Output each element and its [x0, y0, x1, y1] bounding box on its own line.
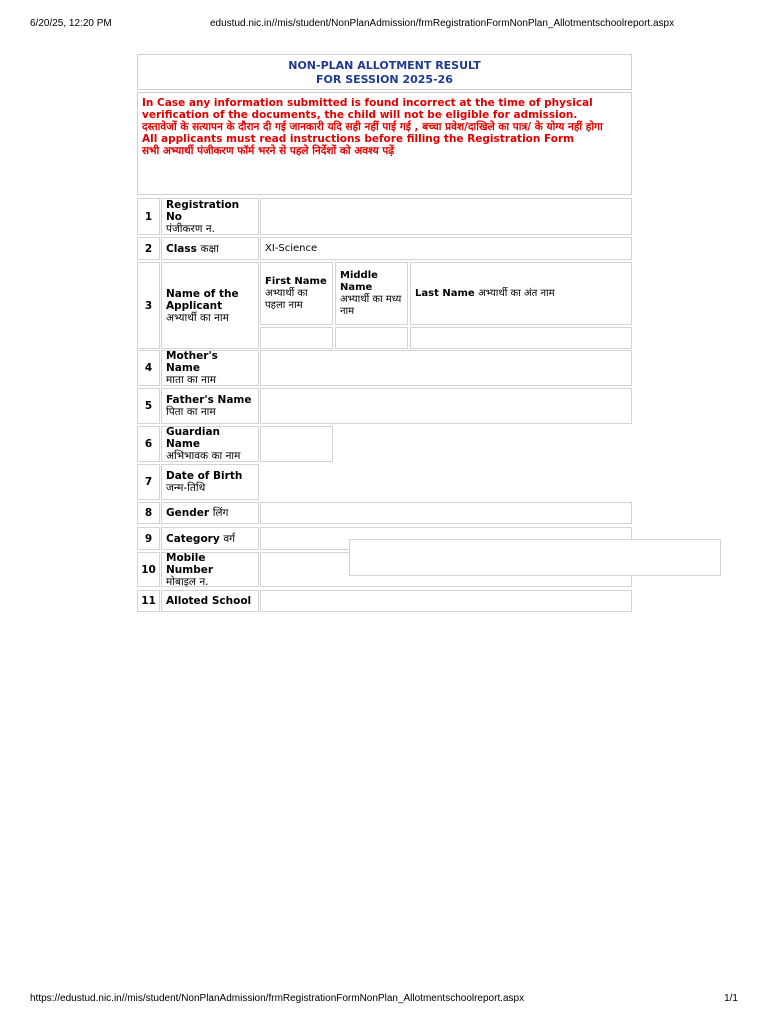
row-number: 6: [137, 426, 160, 462]
report-title: [137, 54, 632, 90]
label-en: First Name: [265, 275, 327, 287]
mobile-number-label: [161, 552, 259, 587]
row-number: 2: [137, 237, 160, 260]
label-en: Name of the Applicant: [166, 287, 239, 312]
label-en: Mother's Name: [166, 350, 218, 374]
registration-no-value: [260, 198, 632, 235]
class-value: XI-Science: [260, 237, 632, 260]
mother-name-label: [161, 350, 259, 386]
label-hi: अभिभावक का नाम: [166, 450, 241, 462]
alloted-school-label: [161, 590, 259, 612]
middle-name-value: [335, 327, 408, 349]
print-footer-url: https://edustud.nic.in//mis/student/NonPlanAdmission/frmRegistrationFormNonPlan_Allotmentschoolreport.aspx: [30, 993, 525, 1004]
row-number: 7: [137, 464, 160, 500]
row-number: 4: [137, 350, 160, 386]
last-name-value: [410, 327, 632, 349]
label-hi: लिंग: [212, 507, 229, 519]
print-url: edustud.nic.in//mis/student/NonPlanAdmission/frmRegistrationFormNonPlan_Allotmentschoolreport.aspx: [210, 18, 675, 29]
registration-no-label: [161, 198, 259, 235]
label-en: Last Name: [415, 287, 475, 299]
label-en: Guardian Name: [166, 426, 221, 450]
notice-hindi-1: दस्तावेजों के सत्यापन के दौरान दी गई जानकारी यदि सही नहीं पाई गई , बच्चा प्रवेश/दाखिले का पात्र/ के योग्य नहीं होगा: [142, 121, 603, 133]
report-title-line2: FOR SESSION 2025-26: [316, 73, 453, 86]
applicant-name-label: [161, 262, 259, 349]
guardian-name-value: [260, 426, 333, 462]
first-name-header: [260, 262, 333, 325]
notice-box: [137, 92, 632, 195]
label-hi: मोबाइल न.: [166, 575, 209, 588]
row-number: 1: [137, 198, 160, 235]
row-number: 10: [137, 552, 160, 587]
label-hi: कक्षा: [200, 242, 219, 255]
first-name-value: [260, 327, 333, 349]
middle-name-header: [335, 262, 408, 325]
gender-value: [260, 502, 632, 524]
label-hi: वर्ग: [223, 532, 236, 545]
dob-label: [161, 464, 259, 500]
label-en: Registration No: [166, 198, 240, 223]
report-title-line1: NON-PLAN ALLOTMENT RESULT: [288, 59, 481, 72]
print-page-number: 1/1: [724, 993, 738, 1004]
empty-overflow-box: [349, 539, 721, 576]
label-hi: अभ्यार्थी का पहला नाम: [265, 287, 308, 311]
alloted-school-value: [260, 590, 632, 612]
row-number: 8: [137, 502, 160, 524]
label-hi: पिता का नाम: [166, 406, 216, 418]
notice-english-2: All applicants must read instructions before filling the Registration Form: [142, 133, 575, 145]
label-en: Category: [166, 532, 220, 545]
mother-name-value: [260, 350, 632, 386]
label-hi: माता का नाम: [166, 374, 216, 386]
label-en: Father's Name: [166, 394, 252, 406]
label-hi: अभ्यार्थी का अंत नाम: [478, 287, 555, 299]
label-en: Gender: [166, 507, 210, 519]
allotment-report: [137, 54, 632, 195]
row-number: 11: [137, 590, 160, 612]
father-name-label: [161, 388, 259, 424]
gender-label: [161, 502, 259, 524]
label-hi: अभ्यार्थी का नाम: [166, 311, 229, 324]
label-en: Middle Name: [340, 269, 378, 293]
guardian-name-label: [161, 426, 259, 462]
label-hi: अभ्यार्थी का मध्य नाम: [340, 293, 402, 317]
row-number: 3: [137, 262, 160, 349]
row-number: 9: [137, 527, 160, 550]
label-en: Mobile Number: [166, 551, 214, 576]
label-en: Alloted School: [166, 595, 252, 607]
class-label: [161, 237, 259, 260]
label-hi: जन्म-तिथि: [166, 482, 206, 494]
row-number: 5: [137, 388, 160, 424]
notice-english-1: In Case any information submitted is found incorrect at the time of physical verification of the documents, the child will not be eligible for admission.: [142, 97, 593, 121]
label-en: Class: [166, 242, 197, 255]
print-datetime: 6/20/25, 12:20 PM: [30, 18, 112, 29]
category-label: [161, 527, 259, 550]
label-en: Date of Birth: [166, 470, 243, 482]
label-hi: पंजीकरण न.: [166, 222, 215, 235]
father-name-value: [260, 388, 632, 424]
notice-hindi-2: सभी अभ्यार्थी पंजीकरण फॉर्म भरने से पहले निर्देशों को अवश्य पढ़ें: [142, 145, 395, 157]
last-name-header: [410, 262, 632, 325]
